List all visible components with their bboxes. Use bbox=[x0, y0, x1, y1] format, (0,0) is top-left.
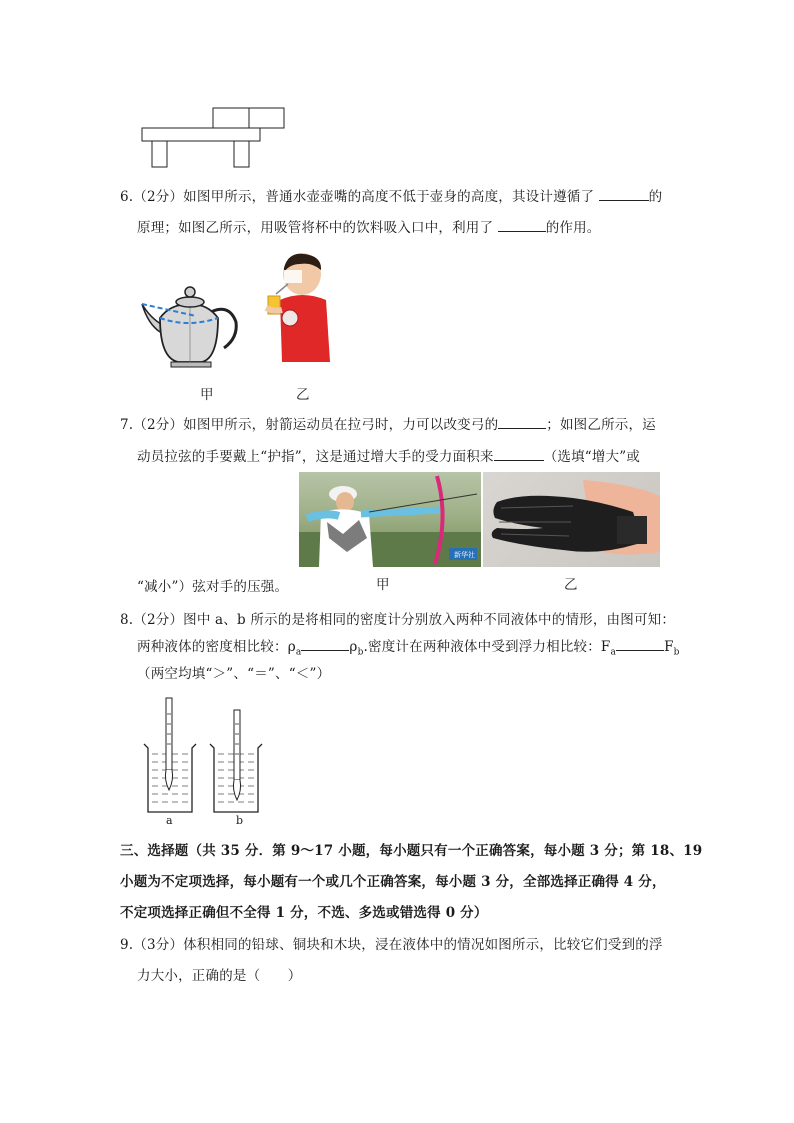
q8-text-float: .密度计在两种液体中受到浮力相比较：F bbox=[363, 639, 611, 655]
q7-text-b: ；如图乙所示，运 bbox=[546, 417, 656, 433]
q6-text-b: 的 bbox=[648, 189, 663, 205]
q9-line2: 力大小，正确的是（ ） bbox=[137, 968, 302, 984]
section3-line1: 三、选择题（共 35 分．第 9～17 小题，每小题只有一个正确答案，每小题 3 分；第 18、19 bbox=[120, 843, 703, 859]
hydrometer-beakers-figure bbox=[140, 694, 270, 816]
q6-blank-1[interactable] bbox=[599, 186, 649, 201]
q8-f-b-sub: b bbox=[673, 647, 680, 658]
q7-text-d: （选填“增大”或 bbox=[543, 449, 641, 465]
q8-blank-2[interactable] bbox=[616, 636, 664, 651]
q8-f-a-sub: a bbox=[610, 647, 617, 658]
q8-line2 bbox=[137, 636, 680, 663]
q7-line2 bbox=[137, 446, 640, 467]
q6-text-c: 原理；如图乙所示，用吸管将杯中的饮料吸入口中，利用了 bbox=[137, 220, 494, 236]
glove-photo bbox=[483, 472, 660, 567]
beaker-a bbox=[144, 698, 196, 812]
section3-line2: 小题为不定项选择，每小题有一个或几个正确答案，每小题 3 分，全部选择正确得 4 分， bbox=[120, 874, 666, 890]
q9-line1: 9.（3分）体积相同的铅球、铜块和木块，浸在液体中的情况如图所示，比较它们受到的浮 bbox=[120, 937, 663, 953]
bench-leg-left bbox=[152, 141, 167, 167]
q7-line1 bbox=[120, 414, 656, 435]
q8-rho-a: 两种液体的密度相比较：ρ bbox=[137, 639, 296, 655]
q8-rho-b-sub: b bbox=[357, 647, 364, 658]
archer-photo bbox=[299, 472, 481, 567]
section3-line3: 不定项选择正确但不全得 1 分，不选、多选或错选得 0 分） bbox=[120, 905, 488, 921]
stool-figure bbox=[140, 106, 288, 170]
top-block-right bbox=[249, 108, 284, 128]
q6-text-d: 的作用。 bbox=[545, 220, 601, 236]
q6-line2 bbox=[137, 217, 601, 238]
beaker-b bbox=[210, 710, 262, 812]
q8-line1: 8.（2分）图中 a、b 所示的是将相同的密度计分别放入两种不同液体中的情形，由图可知： bbox=[120, 612, 676, 628]
q6-text-a: 6.（2分）如图甲所示，普通水壶壶嘴的高度不低于壶身的高度，其设计遵循了 bbox=[120, 189, 595, 205]
beaker-a-label: a bbox=[166, 814, 173, 827]
q6-line1 bbox=[120, 186, 662, 207]
boy-drinking-photo bbox=[254, 250, 336, 368]
teapot-illustration bbox=[138, 278, 242, 368]
q7-caption-jia: 甲 bbox=[376, 577, 390, 593]
q7-line3: “减小”）弦对手的压强。 bbox=[137, 579, 289, 595]
q6-blank-2[interactable] bbox=[498, 217, 546, 232]
archer-photo-watermark: 新华社 bbox=[454, 551, 475, 559]
beaker-b-label: b bbox=[236, 814, 244, 827]
q7-blank-1[interactable] bbox=[498, 414, 546, 429]
q8-f-b: F bbox=[664, 639, 674, 655]
top-block-left bbox=[213, 108, 249, 128]
q7-text-c: 动员拉弦的手要戴上“护指”，这是通过增大手的受力面积来 bbox=[137, 449, 494, 465]
q8-rho-a-sub: a bbox=[295, 647, 302, 658]
q7-blank-2[interactable] bbox=[494, 446, 544, 461]
q8-blank-1[interactable] bbox=[301, 636, 349, 651]
q6-caption-jia: 甲 bbox=[200, 387, 214, 403]
q8-line3: （两空均填“＞”、“＝”、“＜”） bbox=[137, 666, 331, 682]
q7-text-a: 7.（2分）如图甲所示，射箭运动员在拉弓时，力可以改变弓的 bbox=[120, 417, 499, 433]
bench-board bbox=[142, 128, 260, 141]
bench-leg-right bbox=[234, 141, 249, 167]
q6-caption-yi: 乙 bbox=[296, 387, 310, 403]
q8-rho-b: ρ bbox=[349, 639, 358, 655]
q7-caption-yi: 乙 bbox=[564, 577, 578, 593]
